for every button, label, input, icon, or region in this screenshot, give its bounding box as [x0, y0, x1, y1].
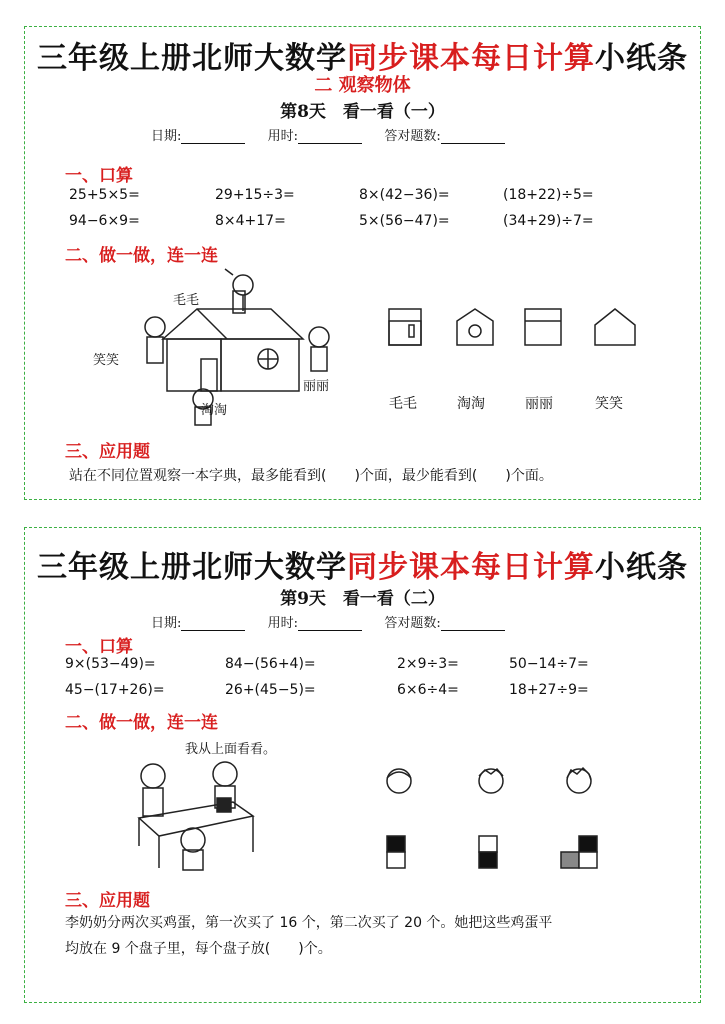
equation: 8×(42−36)=: [359, 187, 450, 203]
title-red: 同步课本每日计算: [347, 550, 595, 585]
equation: 6×6÷4=: [397, 682, 459, 698]
scene-label-lili: 丽丽: [303, 379, 330, 394]
date-blank[interactable]: [181, 616, 245, 631]
view-label: 笑笑: [595, 396, 623, 412]
equation: 45−(17+26)=: [65, 682, 165, 698]
section-word-problem: 三、应用题: [65, 442, 150, 462]
equation: 9×(53−49)=: [65, 656, 156, 672]
section-connect: 二、做一做，连一连: [65, 713, 218, 733]
date-blank[interactable]: [181, 129, 245, 144]
word-problem-line1: 李奶奶分两次买鸡蛋，第一次买了 16 个，第二次买了 20 个。她把这些鸡蛋平: [65, 915, 553, 931]
equation: 26+(45−5)=: [225, 682, 316, 698]
scene-label-taotao: 淘淘: [201, 403, 228, 418]
equation: (34+29)÷7=: [503, 213, 594, 229]
correct-label: 答对题数:: [384, 616, 441, 631]
meta-line: [151, 125, 505, 144]
equation: 8×4+17=: [215, 213, 286, 229]
correct-label: 答对题数:: [384, 129, 441, 144]
view-label: 淘淘: [457, 396, 485, 412]
time-label: 用时:: [267, 129, 299, 144]
word-problem-line2: 均放在 9 个盘子里，每个盘子放( )个。: [65, 941, 332, 957]
equation: 50−14÷7=: [509, 656, 589, 672]
speech-bubble-text: 我从上面看看。: [185, 742, 277, 757]
worksheet-day8: [24, 26, 701, 500]
day-heading: 第9天 看一看（二）: [280, 589, 445, 609]
equation: (18+22)÷5=: [503, 187, 594, 203]
title-tail: 小纸条: [595, 550, 688, 585]
correct-blank[interactable]: [441, 616, 505, 631]
date-label: 日期:: [151, 616, 182, 631]
title-tail: 小纸条: [595, 41, 688, 76]
worksheet-title: [25, 542, 700, 586]
day-heading: 第8天 看一看（一）: [280, 102, 445, 122]
house-views-illustration: [381, 303, 641, 353]
word-problem-text: 站在不同位置观察一本字典，最多能看到( )个面，最少能看到( )个面。: [69, 468, 553, 484]
equation: 84−(56+4)=: [225, 656, 316, 672]
equation: 29+15÷3=: [215, 187, 295, 203]
title-red: 同步课本每日计算: [347, 41, 595, 76]
date-label: 日期:: [151, 129, 182, 144]
section-mental-math: 一、口算: [65, 637, 133, 657]
section-connect: 二、做一做，连一连: [65, 246, 218, 266]
correct-blank[interactable]: [441, 129, 505, 144]
meta-line: [151, 612, 505, 631]
table-scene-illustration: [129, 752, 265, 876]
faces-illustration: [379, 766, 619, 796]
scene-label-xiaoxiao: 笑笑: [93, 353, 120, 368]
equation: 25+5×5=: [69, 187, 140, 203]
time-label: 用时:: [267, 616, 299, 631]
equation: 94−6×9=: [69, 213, 140, 229]
equation: 18+27÷9=: [509, 682, 589, 698]
block-views-illustration: [379, 832, 619, 872]
section-mental-math: 一、口算: [65, 166, 133, 186]
unit-title: 二 观察物体: [314, 75, 411, 96]
time-blank[interactable]: [298, 129, 362, 144]
scene-label-maomao: 毛毛: [173, 293, 200, 308]
view-label: 毛毛: [389, 396, 417, 412]
title-black: 三年级上册北师大数学: [37, 550, 347, 585]
worksheet-day9: [24, 527, 701, 1003]
view-label: 丽丽: [525, 396, 553, 412]
section-word-problem: 三、应用题: [65, 891, 150, 911]
equation: 2×9÷3=: [397, 656, 459, 672]
title-black: 三年级上册北师大数学: [37, 41, 347, 76]
time-blank[interactable]: [298, 616, 362, 631]
equation: 5×(56−47)=: [359, 213, 450, 229]
